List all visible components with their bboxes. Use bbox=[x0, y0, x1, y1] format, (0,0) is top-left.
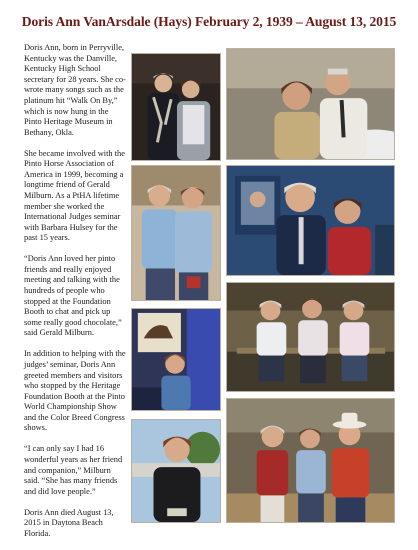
photo-three-women-bench bbox=[226, 282, 395, 392]
photo-couple-with-portrait bbox=[226, 165, 395, 276]
article-body bbox=[24, 43, 128, 550]
photo-couple-dark-backdrop bbox=[131, 53, 221, 161]
photo-three-people-arena bbox=[226, 398, 395, 523]
paragraph-seminar: In addition to helping with the judges’ seminar, Doris Ann greeted members and visitors who stopped by the Heritage Foundation Booth at the Pinto World Championship Show and the Color Breed Congress shows. bbox=[24, 349, 126, 433]
paragraph-death: Doris Ann died August 13, 2015 in Daytona Beach Florida. bbox=[24, 507, 114, 538]
paragraph-bio: Doris Ann, born in Perryville, Kentucky was the Danville, Kentucky High School secretary for 28 years. She co-wrote many songs such as the platinum hit “Walk On By,” which is now hung in the Pinto Heritage Museum in Bethany, Okla. bbox=[24, 43, 126, 137]
photo-woman-outdoors bbox=[131, 419, 221, 523]
photo-two-women-blue-shirts bbox=[131, 165, 221, 301]
paragraph-quote-friend: “I can only say I had 16 wonderful years as her friend and companion,” Milburn said. “She has many friends and did love people.” bbox=[24, 444, 123, 496]
paragraph-quote-booth: “Doris Ann loved her pinto friends and really enjoyed meeting and talking with the hundreds of people who stopped at the Foundation Booth to chat and pick up some really good chocolate,” said Gerald Milburn. bbox=[24, 254, 122, 338]
page-title: Doris Ann VanArsdale (Hays) February 2, 1939 – August 13, 2015 bbox=[21, 14, 397, 29]
paragraph-ptha: She became involved with the Pinto Horse Association of America in 1999, becoming a longtime friend of Gerald Milburn. As a PtHA lifetime member she worked the International Judges seminar with Barbara Hulsey for the past 15 years. bbox=[24, 148, 125, 243]
photo-woman-at-booth bbox=[131, 308, 221, 411]
photo-couple-banquet bbox=[226, 48, 395, 160]
